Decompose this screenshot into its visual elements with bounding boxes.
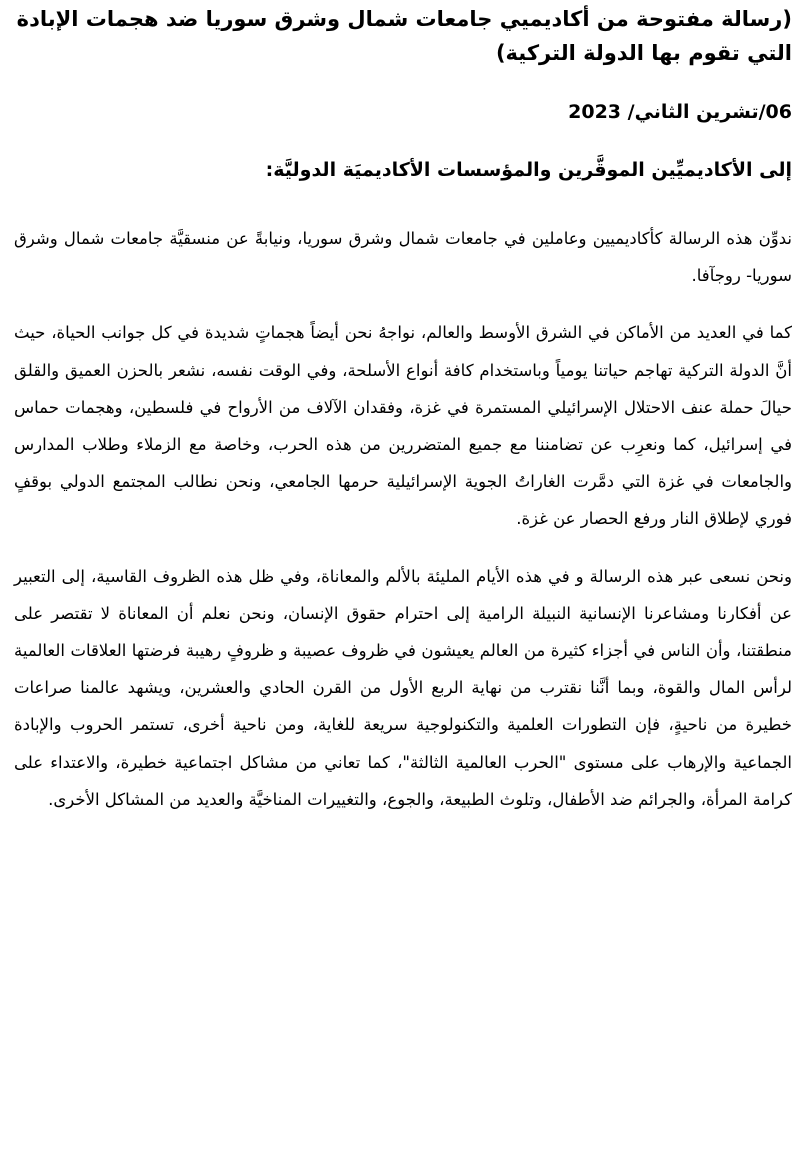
paragraph-attacks-and-gaza: كما في العديد من الأماكن في الشرق الأوسط والعالم، نواجهُ نحن أيضاً هجماتٍ شديدة في كل جوانب الحياة، حيث أنَّ الدولة التركية تهاجم حياتنا يومياً وباستخدام كافة أنواع الأسلحة، وفي الوقت نفسه، نشعر بالحزن العميق والقلق حيالَ حملة عنف الاحتلال الإسرائيلي المستمرة في غزة، وفقدان الآلاف من الأرواح في فلسطين، وهجمات حماس في إسرائيل، كما ونعرِب عن تضامننا مع جميع المتضررين من هذه الحرب، وخاصة مع الزملاء وطلاب المدارس والجامعات في غزة التي دمَّرت الغاراتُ الجوية الإسرائيلية حرمها الجامعي، ونحن نطالب المجتمع الدولي بوقفٍ فوري لإطلاق النار ورفع الحصار عن غزة. [14, 323, 792, 529]
letter-date: 06/تشرين الثاني/ 2023 [568, 101, 792, 123]
paragraph-introduction: ندوِّن هذه الرسالة كأكاديميين وعاملين في جامعات شمال وشرق سوريا، ونيابةً عن منسقيَّة جامعات شمال وشرق سوريا- روجآفا. [14, 229, 792, 286]
letter-title: (رسالة مفتوحة من أكاديميي جامعات شمال وشرق سوريا ضد هجمات الإبادة التي تقوم بها الدولة التركية) [16, 7, 792, 65]
paragraph-global-problems: ونحن نسعى عبر هذه الرسالة و في هذه الأيام المليئة بالألم والمعاناة، وفي ظل هذه الظروف القاسية، إلى التعبير عن أفكارنا ومشاعرنا الإنسانية النبيلة الرامية إلى احترام حقوق الإنسان، ونحن نعلم أن المعاناة لا تقتصر على منطقتنا، وأن الناس في أجزاء كثيرة من العالم يعيشون في ظروف عصيبة و ظروفٍ رهيبة فرضتها العلاقات العالمية لرأس المال والقوة، وبما أنَّنا نقترب من نهاية الربع الأول من القرن الحادي والعشرين، ويشهد عالمنا صراعات خطيرة من ناحيةٍ، فإن التطورات العلمية والتكنولوجية سريعة للغاية، ومن ناحية أخرى، تستمر الحروب والإبادة الجماعية والإرهاب على مستوى "الحرب العالمية الثالثة"، كما تعاني من مشاكل اجتماعية خطيرة، والاعتداء على كرامة المرأة، والجرائم ضد الأطفال، وتلوث الطبيعة، والجوع، والتغييرات المناخيَّة والعديد من المشاكل الأخرى. [14, 566, 792, 809]
letter-salutation: إلى الأكاديميِّين الموقَّرين والمؤسسات الأكاديميَة الدوليَّة: [265, 159, 792, 181]
